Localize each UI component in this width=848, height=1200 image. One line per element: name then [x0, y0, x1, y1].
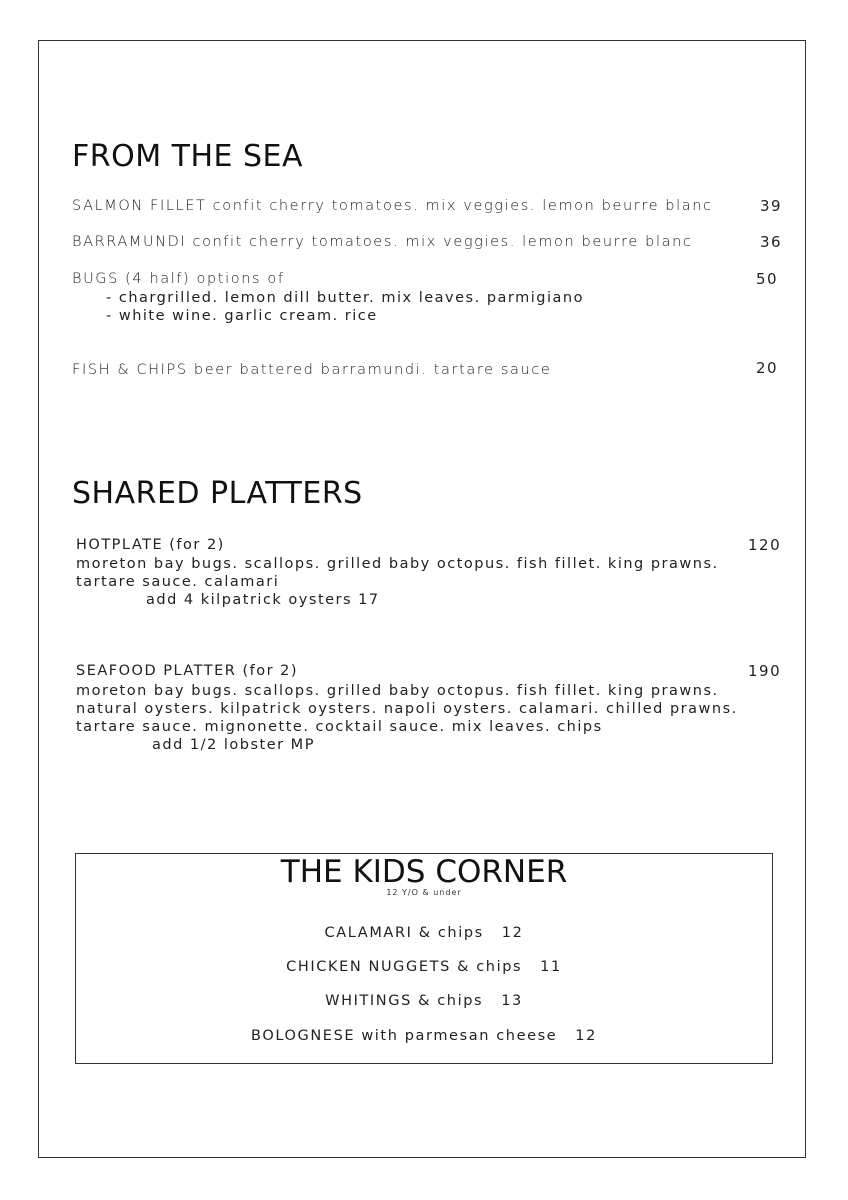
item-price: 36	[760, 233, 783, 251]
item-price: 12	[575, 1028, 597, 1044]
item-price: 13	[501, 993, 523, 1009]
item-description: & chips	[450, 959, 523, 975]
item-price: 120	[748, 536, 782, 554]
menu-item-barramundi	[72, 235, 692, 250]
item-description: with parmesan cheese	[355, 1028, 558, 1044]
section-heading-kids: THE KIDS CORNER	[280, 854, 568, 890]
item-name: BUGS	[72, 271, 119, 287]
section-heading-platters: SHARED PLATTERS	[72, 476, 363, 511]
item-description: confit cherry tomatoes. mix veggies. lemon beurre blanc	[186, 234, 693, 250]
kids-item-whitings	[0, 993, 848, 1009]
section-heading-sea: FROM THE SEA	[72, 139, 304, 174]
platter-addon: add 1/2 lobster MP	[152, 737, 315, 753]
platter-title-seafood: SEAFOOD PLATTER (for 2)	[76, 663, 299, 679]
platter-description-line: tartare sauce. mignonette. cocktail sauce. mix leaves. chips	[76, 719, 603, 735]
platter-title-hotplate: HOTPLATE (for 2)	[76, 537, 225, 553]
item-description: & chips	[411, 993, 484, 1009]
item-price: 20	[756, 359, 779, 377]
item-name: WHITINGS	[325, 993, 412, 1009]
menu-item-salmon	[72, 199, 713, 214]
kids-item-bolognese	[0, 1028, 848, 1044]
item-name: BARRAMUNDI	[72, 234, 187, 250]
item-price: 39	[760, 197, 783, 215]
platter-description-line: natural oysters. kilpatrick oysters. napoli oysters. calamari. chilled prawns.	[76, 701, 738, 717]
item-name: CALAMARI	[324, 925, 413, 941]
item-price: 50	[756, 270, 779, 288]
platter-addon: add 4 kilpatrick oysters 17	[146, 592, 380, 608]
item-description: beer battered barramundi. tartare sauce	[187, 362, 552, 378]
item-price: 11	[540, 959, 562, 975]
item-price: 12	[501, 925, 524, 941]
item-name: FISH & CHIPS	[72, 362, 188, 378]
item-name: CHICKEN NUGGETS	[286, 959, 451, 975]
item-name: SALMON FILLET	[72, 198, 207, 214]
item-description: & chips	[412, 925, 484, 941]
item-description: confit cherry tomatoes. mix veggies. lemon beurre blanc	[206, 198, 713, 214]
menu-item-fish-chips	[72, 363, 551, 378]
menu-item-bugs	[72, 272, 285, 287]
item-price: 190	[748, 662, 782, 680]
item-option: - white wine. garlic cream. rice	[106, 308, 378, 324]
kids-item-calamari	[0, 925, 848, 941]
platter-description-line: tartare sauce. calamari	[76, 574, 280, 590]
item-description: (4 half) options of	[118, 271, 285, 287]
platter-description-line: moreton bay bugs. scallops. grilled baby octopus. fish fillet. king prawns.	[76, 556, 719, 572]
platter-description-line: moreton bay bugs. scallops. grilled baby octopus. fish fillet. king prawns.	[76, 683, 719, 699]
item-name: BOLOGNESE	[251, 1028, 356, 1044]
kids-item-nuggets	[0, 959, 848, 975]
item-option: - chargrilled. lemon dill butter. mix leaves. parmigiano	[106, 290, 584, 306]
kids-age-note: 12 Y/O & under	[386, 888, 462, 897]
